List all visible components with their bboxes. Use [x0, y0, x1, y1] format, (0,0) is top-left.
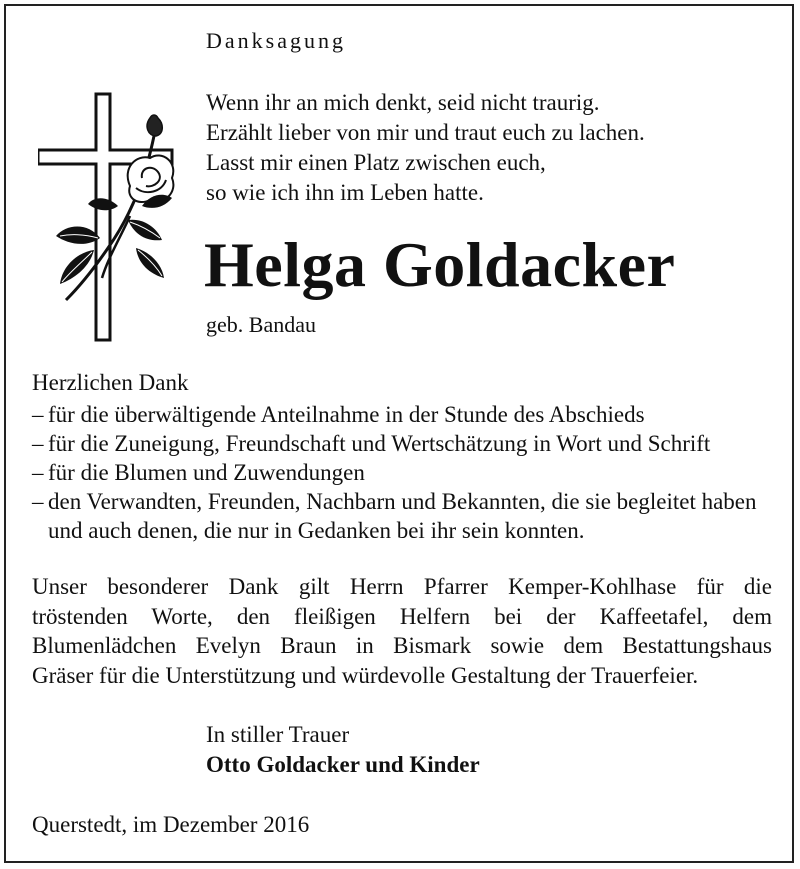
list-item — [32, 400, 772, 429]
list-item — [32, 429, 772, 458]
list-item-text: für die Blumen und Zuwendungen — [48, 460, 365, 485]
poem-line: Wenn ihr an mich denkt, seid nicht traurig. — [206, 90, 600, 115]
list-dash: – — [32, 489, 44, 514]
thanks-list — [32, 400, 772, 545]
paragraph-line: tröstenden Worte, den fleißigen Helfern bei der Kaffeetafel, dem — [32, 603, 772, 629]
poem-line: Erzählt lieber von mir und traut euch zu lachen. — [206, 120, 645, 145]
maiden-name: geb. Bandau — [206, 312, 316, 337]
thanks-intro: Herzlichen Dank — [32, 370, 189, 395]
deceased-name: Helga Goldacker — [204, 229, 676, 300]
paragraph-line: Gräser für die Unterstützung und würdevolle Gestaltung der Trauerfeier. — [32, 662, 699, 688]
list-item-text: den Verwandten, Freunden, Nachbarn und Bekannten, die sie begleitet haben und auch denen, die nur in Gedanken bei ihr sein konnten. — [48, 489, 757, 543]
list-dash: – — [32, 402, 44, 427]
list-item-text: für die Zuneigung, Freundschaft und Wertschätzung in Wort und Schrift — [48, 431, 711, 456]
list-dash: – — [32, 431, 44, 456]
poem-line: Lasst mir einen Platz zwischen euch, — [206, 150, 546, 175]
list-item-text: für die überwältigende Anteilnahme in der Stunde des Abschieds — [48, 402, 645, 427]
family-signature: Otto Goldacker und Kinder — [206, 752, 480, 777]
list-item — [32, 487, 772, 545]
list-item — [32, 458, 772, 487]
poem — [206, 88, 645, 208]
signoff: In stiller Trauer — [206, 722, 350, 747]
cross-with-rose-icon — [38, 88, 188, 348]
list-dash: – — [32, 460, 44, 485]
notice-heading: Danksagung — [206, 28, 346, 53]
place-date: Querstedt, im Dezember 2016 — [32, 812, 310, 837]
poem-line: so wie ich ihn im Leben hatte. — [206, 180, 484, 205]
special-thanks-paragraph — [32, 572, 772, 690]
paragraph-line: Unser besonderer Dank gilt Herrn Pfarrer Kemper-Kohlhase für die — [32, 574, 772, 599]
paragraph-line: Blumenlädchen Evelyn Braun in Bismark sowie dem Bestattungshaus — [32, 633, 772, 658]
